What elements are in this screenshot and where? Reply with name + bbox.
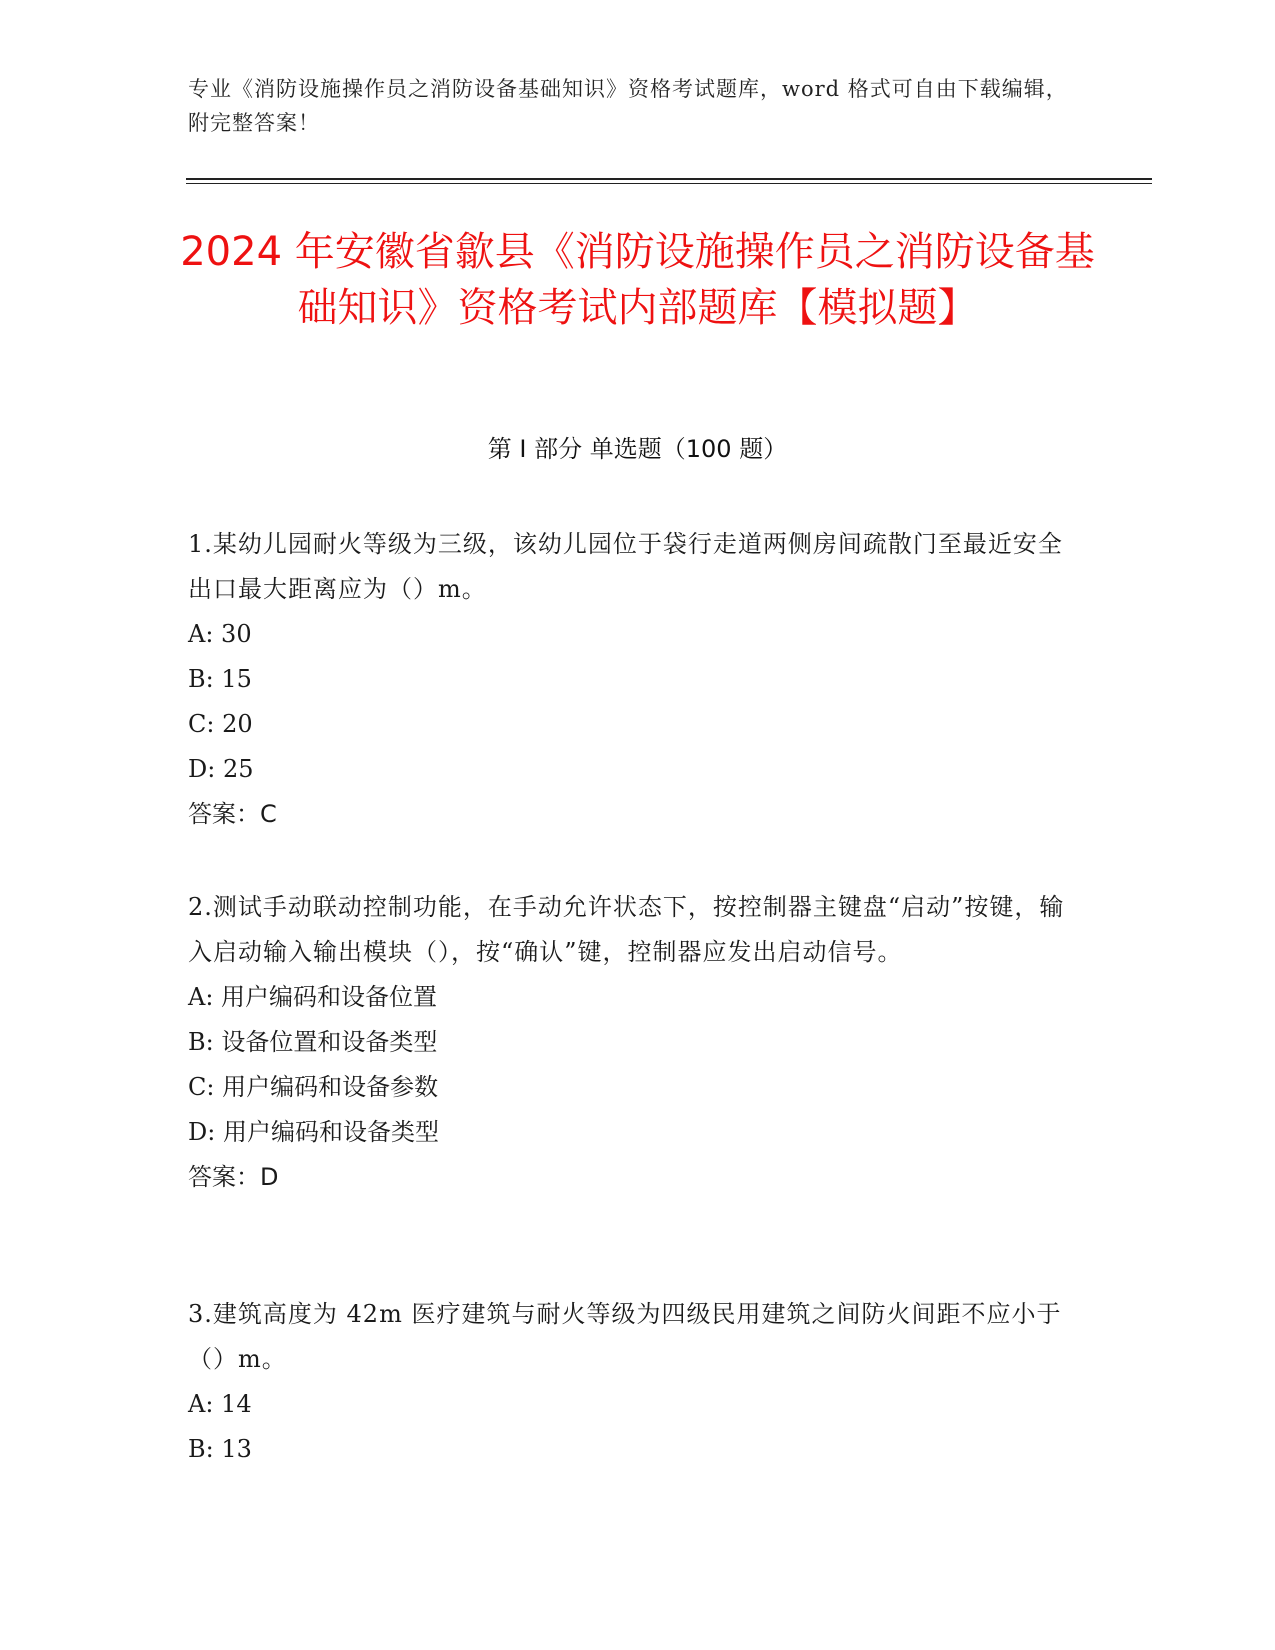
option-d: D: 25 <box>188 755 254 783</box>
question-stem: 3.建筑高度为 42m 医疗建筑与耐火等级为四级民用建筑之间防火间距不应小于（）m。 <box>188 1300 1062 1373</box>
header-divider-thin <box>186 183 1152 184</box>
document-title: 2024 年安徽省歙县《消防设施操作员之消防设备基础知识》资格考试内部题库【模拟题】 <box>180 229 1095 331</box>
option-b: B: 设备位置和设备类型 <box>188 1028 438 1056</box>
question-stem: 1.某幼儿园耐火等级为三级，该幼儿园位于袋行走道两侧房间疏散门至最近安全出口最大距离应为（）m。 <box>188 530 1063 603</box>
answer: 答案：C <box>188 800 277 828</box>
question-stem: 2.测试手动联动控制功能，在手动允许状态下，按控制器主键盘“启动”按键，输入启动输入输出模块（），按“确认”键，控制器应发出启动信号。 <box>188 893 1065 966</box>
answer: 答案：D <box>188 1163 279 1191</box>
option-a: A: 30 <box>188 620 252 648</box>
option-b: B: 13 <box>188 1435 252 1463</box>
option-a: A: 用户编码和设备位置 <box>188 983 438 1011</box>
question-1 <box>188 522 1068 837</box>
question-3 <box>188 1292 1068 1472</box>
option-c: C: 用户编码和设备参数 <box>188 1073 439 1101</box>
header-divider-thick <box>186 178 1152 180</box>
section-heading: 第 I 部分 单选题（100 题） <box>487 435 788 463</box>
option-c: C: 20 <box>188 710 253 738</box>
option-d: D: 用户编码和设备类型 <box>188 1118 439 1146</box>
option-a: A: 14 <box>188 1390 252 1418</box>
option-b: B: 15 <box>188 665 252 693</box>
question-2 <box>188 885 1068 1200</box>
header-note: 专业《消防设施操作员之消防设备基础知识》资格考试题库，word 格式可自由下载编辑，附完整答案！ <box>188 77 1068 135</box>
